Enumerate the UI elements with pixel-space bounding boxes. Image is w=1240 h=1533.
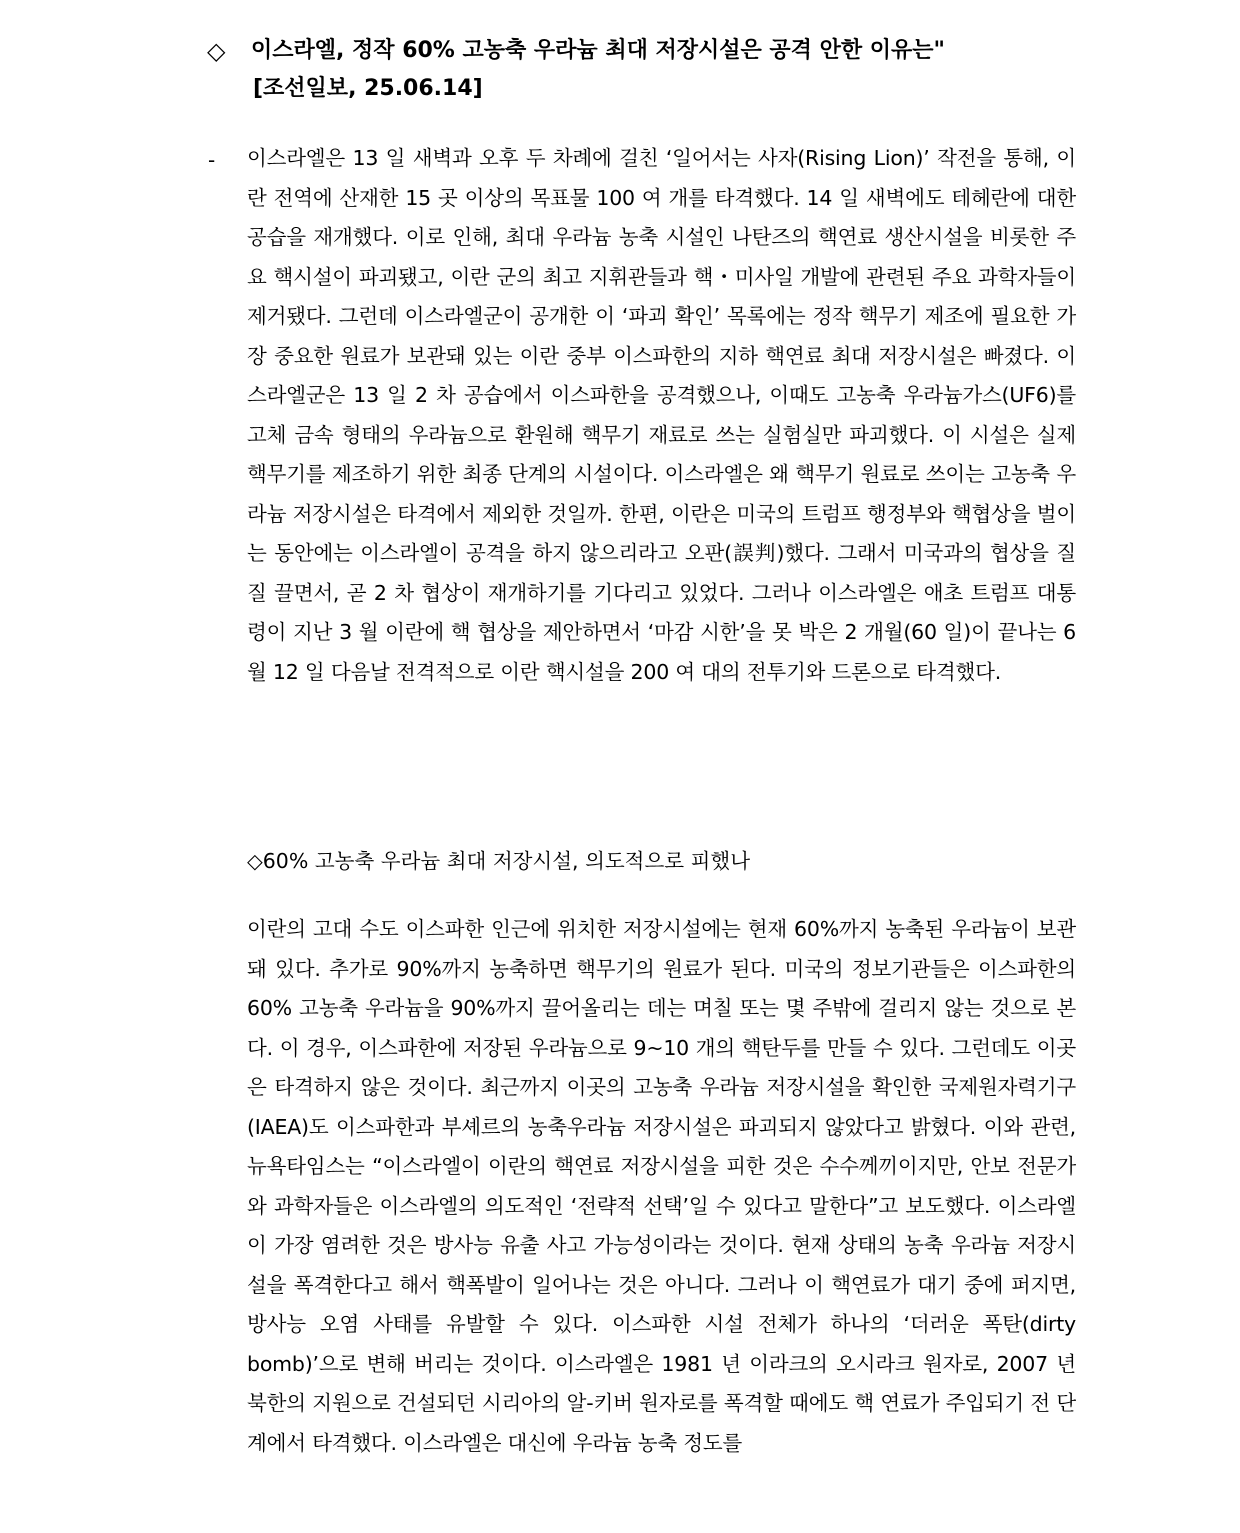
headline-row [207,34,1047,68]
diamond-icon: ◇ [207,37,226,65]
body-paragraph-1: 이스라엘은 13 일 새벽과 오후 두 차례에 걸친 ‘일어서는 사자(Rising Lion)’ 작전을 통해, 이란 전역에 산재한 15 곳 이상의 목표물 100 여 개를 타격했다. 14 일 새벽에도 테헤란에 대한 공습을 재개했다. 이로 인해, 최대 우라늄 농축 시설인 나탄즈의 핵연료 생산시설을 비롯한 주요 핵시설이 파괴됐고, 이란 군의 최고 지휘관들과 핵・미사일 개발에 관련된 주요 과학자들이 제거됐다. 그런데 이스라엘군이 공개한 이 ‘파괴 확인’ 목록에는 정작 핵무기 제조에 필요한 가장 중요한 원료가 보관돼 있는 이란 중부 이스파한의 지하 핵연료 최대 저장시설은 빠졌다. 이스라엘군은 13 일 2 차 공습에서 이스파한을 공격했으나, 이때도 고농축 우라늄가스(UF6)를 고체 금속 형태의 우라늄으로 환원해 핵무기 재료로 쓰는 실험실만 파괴했다. 이 시설은 실제 핵무기를 제조하기 위한 최종 단계의 시설이다. 이스라엘은 왜 핵무기 원료로 쓰이는 고농축 우라늄 저장시설은 타격에서 제외한 것일까. 한편, 이란은 미국의 트럼프 행정부와 핵협상을 벌이는 동안에는 이스라엘이 공격을 하지 않으리라고 오판(誤判)했다. 그래서 미국과의 협상을 질질 끌면서, 곧 2 차 협상이 재개하기를 기다리고 있었다. 그러나 이스라엘은 애초 트럼프 대통령이 지난 3 월 이란에 핵 협상을 제안하면서 ‘마감 시한’을 못 박은 2 개월(60 일)이 끝나는 6 월 12 일 다음날 전격적으로 이란 핵시설을 200 여 대의 전투기와 드론으로 타격했다. [247,146,1077,684]
headline-title: 이스라엘, 정작 60% 고농축 우라늄 최대 저장시설은 공격 안한 이유는" [251,38,945,63]
body-paragraph-2: 이란의 고대 수도 이스파한 인근에 위치한 저장시설에는 현재 60%까지 농축된 우라늄이 보관돼 있다. 추가로 90%까지 농축하면 핵무기의 원료가 된다. 미국의 정보기관들은 이스파한의 60% 고농축 우라늄을 90%까지 끌어올리는 데는 며칠 또는 몇 주밖에 걸리지 않는 것으로 본다. 이 경우, 이스파한에 저장된 우라늄으로 9~10 개의 핵탄두를 만들 수 있다. 그런데도 이곳은 타격하지 않은 것이다. 최근까지 이곳의 고농축 우라늄 저장시설을 확인한 국제원자력기구(IAEA)도 이스파한과 부셰르의 농축우라늄 저장시설은 파괴되지 않았다고 밝혔다. 이와 관련, 뉴욕타임스는 “이스라엘이 이란의 핵연료 저장시설을 피한 것은 수수께끼이지만, 안보 전문가와 과학자들은 이스라엘의 의도적인 ‘전략적 선택’일 수 있다고 말한다”고 보도했다. 이스라엘이 가장 염려한 것은 방사능 유출 사고 가능성이라는 것이다. 현재 상태의 농축 우라늄 저장시설을 폭격한다고 해서 핵폭발이 일어나는 것은 아니다. 그러나 이 핵연료가 대기 중에 퍼지면, 방사능 오염 사태를 유발할 수 있다. 이스파한 시설 전체가 하나의 ‘더러운 폭탄(dirty bomb)’으로 변해 버리는 것이다. 이스라엘은 1981 년 이라크의 오시라크 원자로, 2007 년 북한의 지원으로 건설되던 시리아의 알-키버 원자로를 폭격할 때에도 핵 연료가 주입되기 전 단계에서 타격했다. 이스라엘은 대신에 우라늄 농축 정도를 [247,917,1076,1455]
bullet-dash: - [208,148,216,172]
headline-source: [조선일보, 25.06.14] [253,76,483,101]
article-headline [207,34,1047,106]
section-subheading: ◇60% 고농축 우라늄 최대 저장시설, 의도적으로 피했나 [247,849,751,873]
